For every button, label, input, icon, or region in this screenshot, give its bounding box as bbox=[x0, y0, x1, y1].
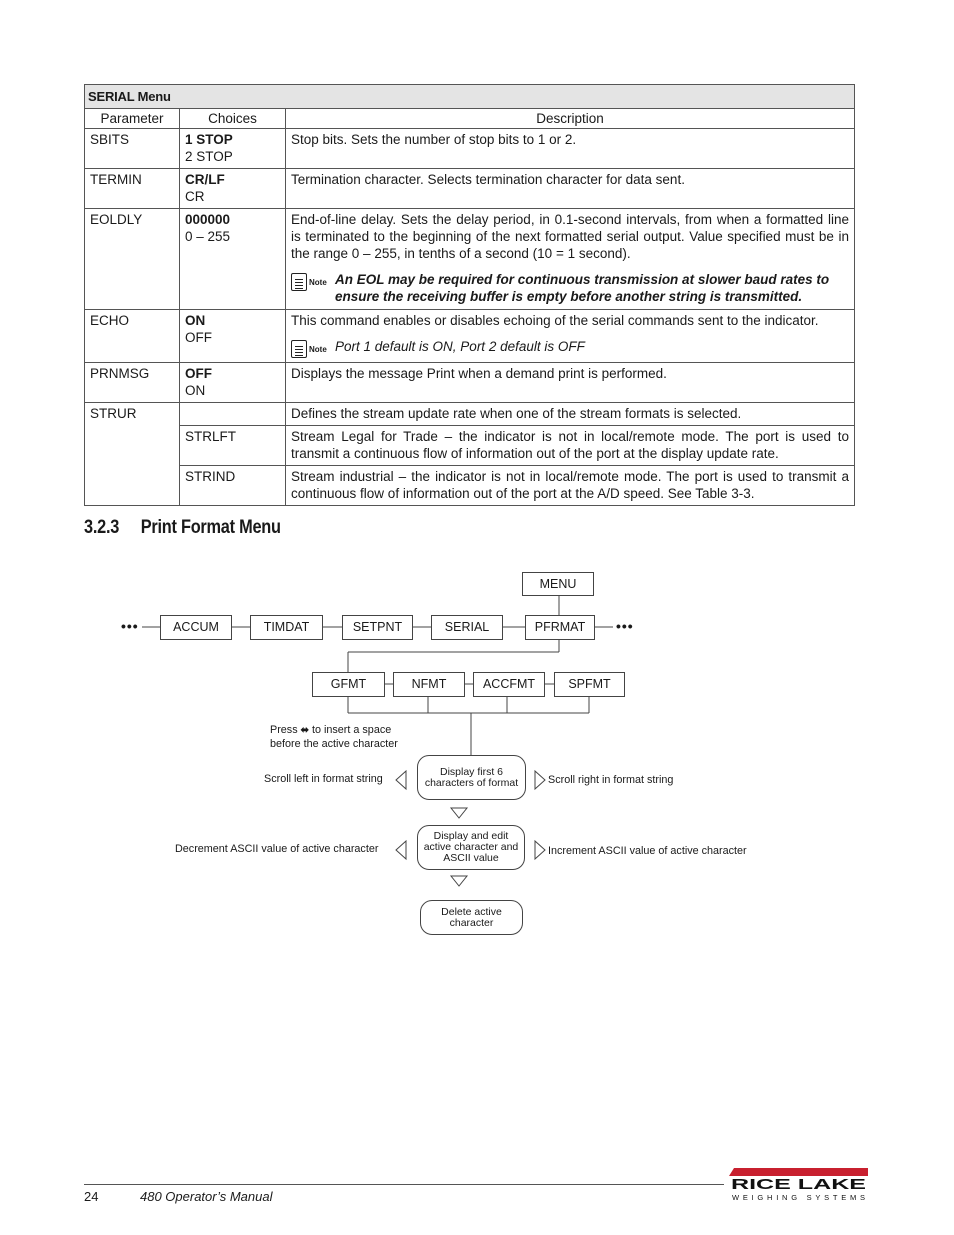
parameter-cell: TERMIN bbox=[85, 169, 180, 209]
note-label: Note bbox=[309, 344, 327, 354]
choices-cell bbox=[180, 310, 286, 363]
default-choice: ON bbox=[185, 313, 206, 328]
other-choice: 2 STOP bbox=[185, 149, 233, 164]
display-first-box: Display first 6 characters of format bbox=[417, 755, 526, 800]
description-cell: Termination character. Selects termination character for data sent. bbox=[286, 169, 855, 209]
table-row bbox=[85, 363, 855, 403]
table-row bbox=[85, 209, 855, 310]
page-number: 24 bbox=[84, 1189, 99, 1204]
default-choice: 1 STOP bbox=[185, 132, 233, 147]
format-item-spfmt: SPFMT bbox=[554, 672, 625, 697]
scroll-left-label: Scroll left in format string bbox=[264, 773, 383, 785]
description-cell: Displays the message Print when a demand print is performed. bbox=[286, 363, 855, 403]
down-arrow-icon bbox=[451, 808, 467, 818]
parameter-cell: PRNMSG bbox=[85, 363, 180, 403]
display-edit-box: Display and edit active character and ASCII value bbox=[417, 825, 525, 870]
format-item-accfmt: ACCFMT bbox=[473, 672, 545, 697]
print-format-menu-diagram bbox=[0, 560, 954, 950]
other-choice: OFF bbox=[185, 330, 212, 345]
svg-text:WEIGHING SYSTEMS: WEIGHING SYSTEMS bbox=[732, 1193, 865, 1202]
menu-item-pfrmat: PFRMAT bbox=[525, 615, 595, 640]
right-arrow-icon bbox=[535, 841, 545, 859]
note-text: Port 1 default is ON, Port 2 default is OFF bbox=[335, 339, 585, 354]
footer-rule bbox=[84, 1184, 724, 1185]
right-arrow-icon bbox=[535, 771, 545, 789]
note-icon bbox=[291, 338, 335, 358]
table-row bbox=[85, 426, 855, 466]
choices-cell bbox=[180, 169, 286, 209]
manual-title: 480 Operator’s Manual bbox=[140, 1189, 273, 1204]
ellipsis-left: ••• bbox=[121, 618, 139, 634]
menu-item-timdat: TIMDAT bbox=[250, 615, 323, 640]
parameter-cell: EOLDLY bbox=[85, 209, 180, 310]
note-label: Note bbox=[309, 277, 327, 287]
default-choice: 000000 bbox=[185, 212, 231, 227]
choices-cell bbox=[180, 403, 286, 426]
insert-space-hint bbox=[270, 724, 391, 736]
other-choice: ON bbox=[185, 383, 206, 398]
description-cell: Defines the stream update rate when one of the stream formats is selected. bbox=[286, 403, 855, 426]
menu-box: MENU bbox=[522, 572, 594, 596]
column-header-choices: Choices bbox=[180, 109, 286, 129]
table-row bbox=[85, 466, 855, 506]
table-title: SERIAL Menu bbox=[85, 85, 855, 109]
parameter-cell: STRUR bbox=[85, 403, 180, 506]
description-cell: Stop bits. Sets the number of stop bits to 1 or 2. bbox=[286, 129, 855, 169]
note-icon bbox=[291, 271, 335, 291]
table-row bbox=[85, 129, 855, 169]
description-cell: Stream Legal for Trade – the indicator is not in local/remote mode. The port is used to transmit a continuous flow of information out of the port at the display update rate. bbox=[286, 426, 855, 466]
column-header-description: Description bbox=[286, 109, 855, 129]
note-block bbox=[291, 338, 849, 358]
insert-key-icon: ⬌ bbox=[300, 725, 309, 736]
format-item-gfmt: GFMT bbox=[312, 672, 385, 697]
scroll-right-label: Scroll right in format string bbox=[548, 774, 674, 786]
choices-cell bbox=[180, 363, 286, 403]
choices-cell: STRLFT bbox=[180, 426, 286, 466]
left-arrow-icon bbox=[396, 771, 406, 789]
section-number: 3.2.3 bbox=[84, 517, 120, 538]
insert-hint-line2: before the active character bbox=[270, 738, 398, 750]
parameter-cell: ECHO bbox=[85, 310, 180, 363]
down-arrow-icon bbox=[451, 876, 467, 886]
menu-item-accum: ACCUM bbox=[160, 615, 232, 640]
note-block bbox=[291, 271, 849, 305]
choices-cell bbox=[180, 129, 286, 169]
serial-menu-table bbox=[84, 84, 855, 506]
delete-box: Delete active character bbox=[420, 900, 523, 935]
description-text: End-of-line delay. Sets the delay period, in 0.1-second intervals, from when a formatted line is terminated to the beginning of the next formatted serial output. Value specified must be in the range 0 – 255, in tenths of a second (10 = 1 second). bbox=[291, 212, 849, 261]
default-choice: CR/LF bbox=[185, 172, 225, 187]
other-choice: 0 – 255 bbox=[185, 229, 231, 244]
description-cell: Stream industrial – the indicator is not in local/remote mode. The port is used to transmit a continuous flow of information out of the port at the A/D speed. See Table 3-3. bbox=[286, 466, 855, 506]
format-item-nfmt: NFMT bbox=[393, 672, 465, 697]
section-heading bbox=[84, 517, 281, 539]
note-text: An EOL may be required for continuous transmission at slower baud rates to ensure the receiving buffer is empty before another string is transmitted. bbox=[335, 272, 830, 304]
default-choice: OFF bbox=[185, 366, 212, 381]
insert-hint-prefix: Press bbox=[270, 724, 298, 736]
ellipsis-right: ••• bbox=[616, 618, 634, 634]
description-text: This command enables or disables echoing of the serial commands sent to the indicator. bbox=[291, 313, 819, 328]
menu-item-setpnt: SETPNT bbox=[342, 615, 413, 640]
menu-item-serial: SERIAL bbox=[431, 615, 503, 640]
table-row bbox=[85, 403, 855, 426]
left-arrow-icon bbox=[396, 841, 406, 859]
table-row bbox=[85, 310, 855, 363]
description-cell bbox=[286, 209, 855, 310]
section-title: Print Format Menu bbox=[140, 517, 281, 538]
insert-hint-suffix: to insert a space bbox=[312, 724, 392, 736]
decrement-label: Decrement ASCII value of active character bbox=[175, 843, 379, 855]
column-header-parameter: Parameter bbox=[85, 109, 180, 129]
parameter-cell: SBITS bbox=[85, 129, 180, 169]
svg-text:RICE LAKE: RICE LAKE bbox=[731, 1176, 866, 1193]
choices-cell: STRIND bbox=[180, 466, 286, 506]
choices-cell bbox=[180, 209, 286, 310]
increment-label: Increment ASCII value of active character bbox=[548, 845, 747, 857]
other-choice: CR bbox=[185, 189, 205, 204]
table-row bbox=[85, 169, 855, 209]
description-cell bbox=[286, 310, 855, 363]
rice-lake-logo bbox=[726, 1166, 868, 1206]
